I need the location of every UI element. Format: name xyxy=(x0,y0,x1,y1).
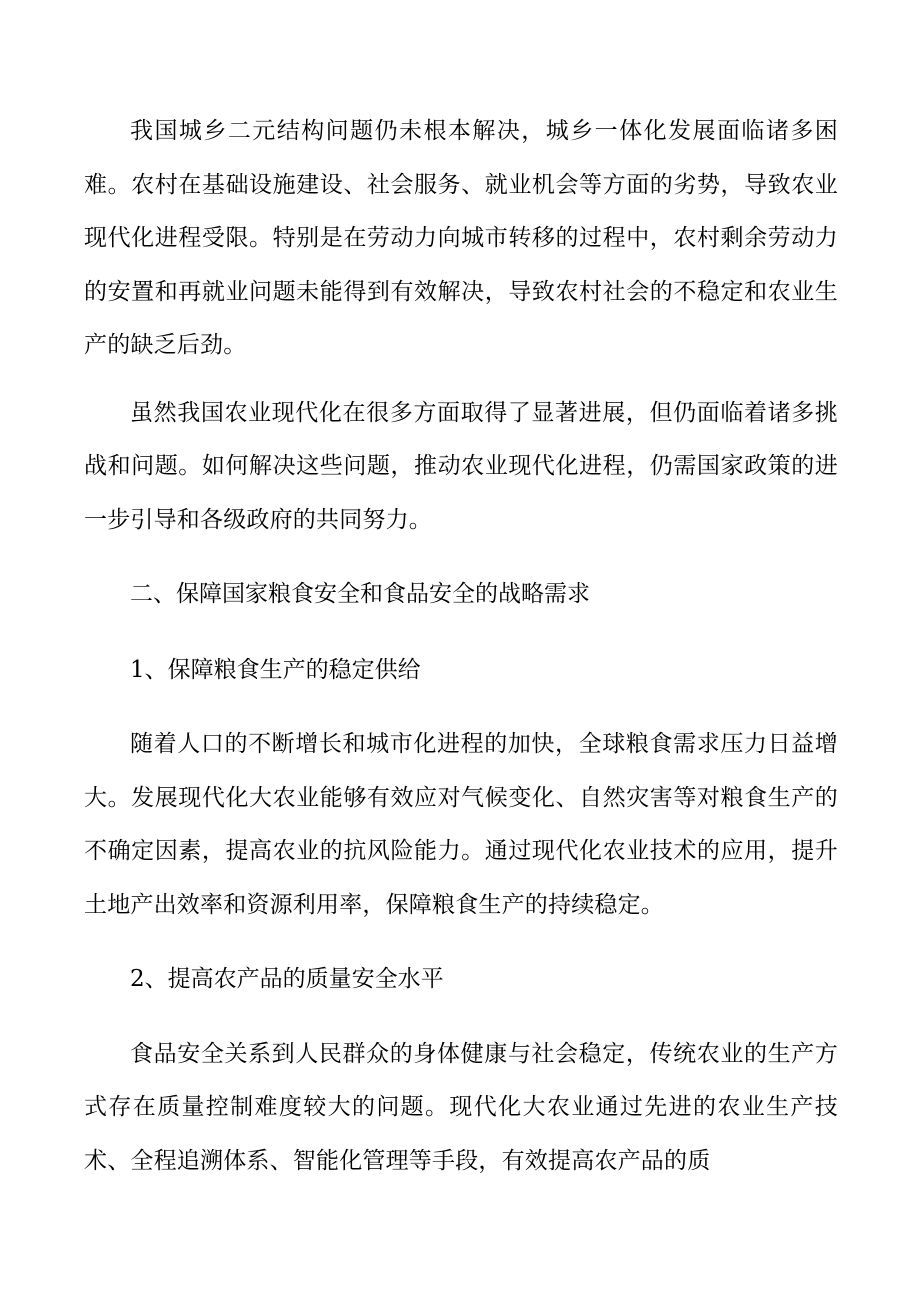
paragraph-modernization-challenges: 虽然我国农业现代化在很多方面取得了显著进展，但仍面临着诸多挑战和问题。如何解决这些问题，推动农业现代化进程，仍需国家政策的进一步引导和各级政府的共同努力。 xyxy=(84,399,838,533)
section-heading-food-security: 二、保障国家粮食安全和食品安全的战略需求 xyxy=(130,581,590,607)
document-body xyxy=(84,105,838,1188)
paragraph-urban-rural-dual-structure: 我国城乡二元结构问题仍未根本解决，城乡一体化发展面临诸多困难。农村在基础设施建设、社会服务、就业机会等方面的劣势，导致农业现代化进程受限。特别是在劳动力向城市转移的过程中，农村剩余劳动力的安置和再就业问题未能得到有效解决，导致农村社会的不稳定和农业生产的缺乏后劲。 xyxy=(84,118,838,358)
subheading-product-quality-safety: 2、提高农产品的质量安全水平 xyxy=(130,966,444,992)
paragraph-food-safety: 食品安全关系到人民群众的身体健康与社会稳定，传统农业的生产方式存在质量控制难度较大的问题。现代化大农业通过先进的农业生产技术、全程追溯体系、智能化管理等手段，有效提高农产品的质 xyxy=(84,1040,838,1174)
paragraph-grain-supply: 随着人口的不断增长和城市化进程的加快，全球粮食需求压力日益增大。发展现代化大农业能够有效应对气候变化、自然灾害等对粮食生产的不确定因素，提高农业的抗风险能力。通过现代化农业技术的应用，提升土地产出效率和资源利用率，保障粮食生产的持续稳定。 xyxy=(84,731,838,918)
subheading-stable-grain-supply: 1、保障粮食生产的稳定供给 xyxy=(130,656,421,683)
